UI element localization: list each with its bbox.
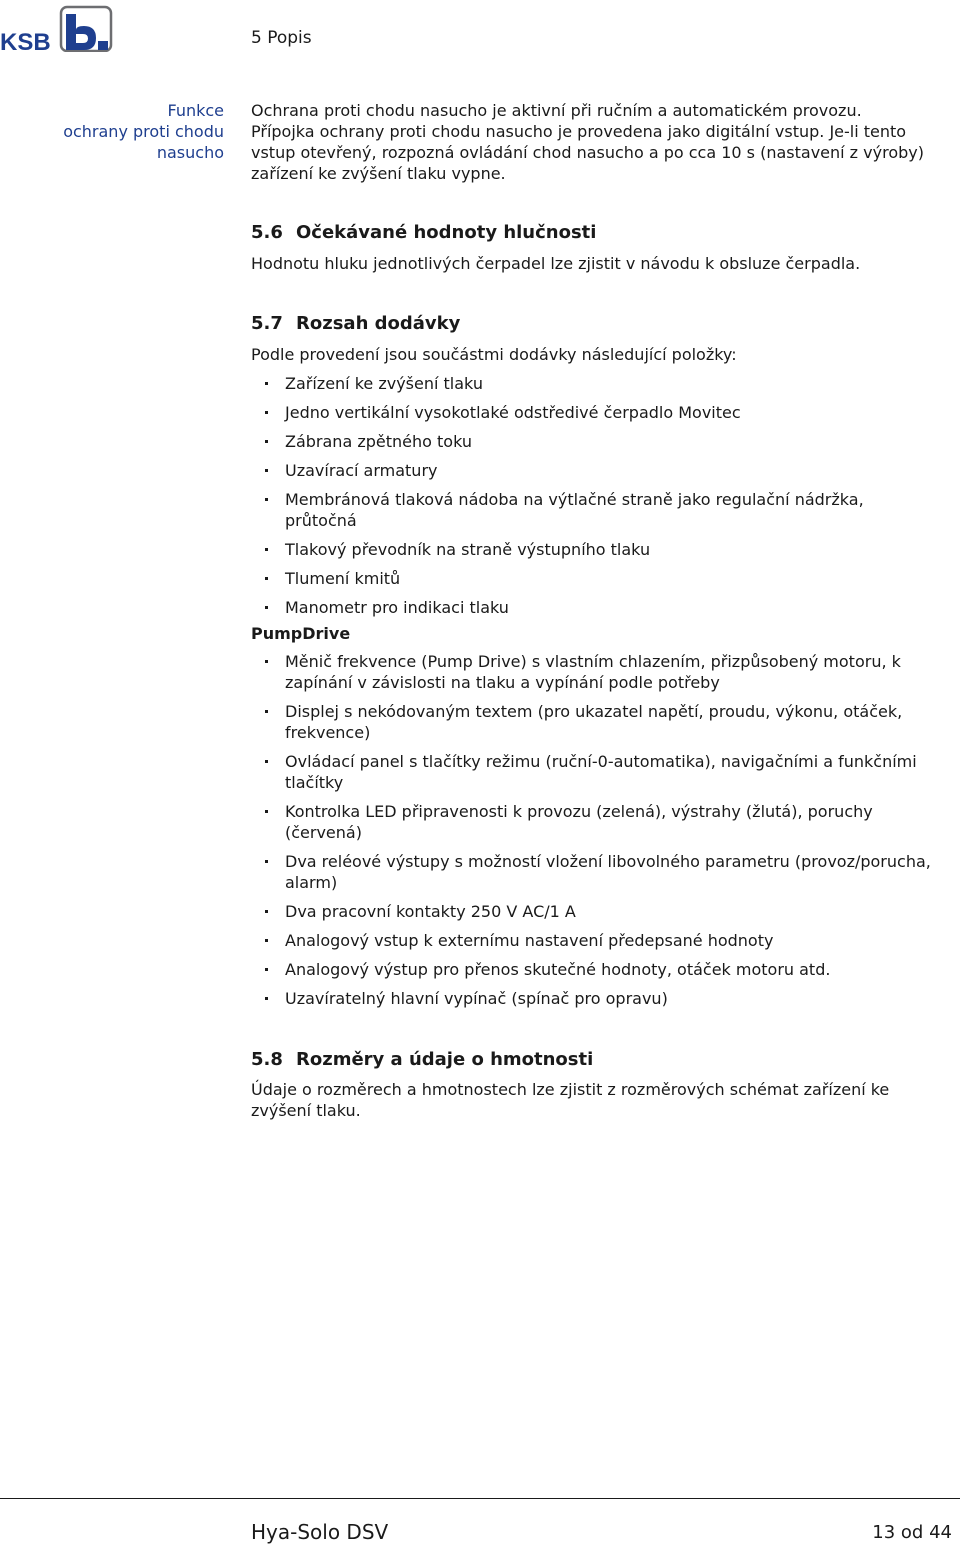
list-item: Membránová tlaková nádoba na výtlačné straně jako regulační nádržka, průtočná <box>251 489 951 531</box>
list-item: Tlakový převodník na straně výstupního tlaku <box>251 539 951 560</box>
side-label-line: nasucho <box>156 143 224 162</box>
running-header: 5 Popis <box>251 28 312 48</box>
scope-list <box>251 373 951 618</box>
list-item: Měnič frekvence (Pump Drive) s vlastním chlazením, přizpůsobený motoru, k zapínání v závislosti na tlaku a vypínání podle potřeby <box>251 651 951 693</box>
section-number: 5.6 <box>251 222 283 243</box>
list-item: Dva pracovní kontakty 250 V AC/1 A <box>251 901 951 922</box>
dimensions-paragraph: Údaje o rozměrech a hmotnostech lze zjistit z rozměrových schémat zařízení ke zvýšení tlaku. <box>251 1080 890 1120</box>
noise-paragraph: Hodnotu hluku jednotlivých čerpadel lze zjistit v návodu k obsluze čerpadla. <box>251 254 861 273</box>
ksb-logo <box>0 4 114 52</box>
list-item: Zařízení ke zvýšení tlaku <box>251 373 951 394</box>
list-item: Uzavírací armatury <box>251 460 951 481</box>
list-item: Analogový výstup pro přenos skutečné hodnoty, otáček motoru atd. <box>251 959 951 980</box>
footer-divider <box>0 1498 960 1499</box>
side-label <box>40 100 224 163</box>
list-item: Tlumení kmitů <box>251 568 951 589</box>
paragraph-line: Ochrana proti chodu nasucho je aktivní při ručním a automatickém provozu. <box>251 101 862 120</box>
list-item: Ovládací panel s tlačítky režimu (ruční-0-automatika), navigačními a funkčními tlačítky <box>251 751 951 793</box>
section-heading-5-6 <box>251 222 951 244</box>
paragraph-line: vstup otevřený, rozpozná ovládání chod nasucho a po cca 10 s (nastavení z výroby) <box>251 143 924 162</box>
section-title: Rozsah dodávky <box>296 313 461 334</box>
paragraph-line: Přípojka ochrany proti chodu nasucho je provedena jako digitální vstup. Je-li tento <box>251 122 907 141</box>
side-label-line: Funkce <box>167 101 224 120</box>
page-number: 13 od 44 <box>872 1522 952 1543</box>
section-number: 5.8 <box>251 1049 283 1070</box>
side-label-line: ochrany proti chodu <box>63 122 224 141</box>
list-item: Zábrana zpětného toku <box>251 431 951 452</box>
paragraph-line: zařízení ke zvýšení tlaku vypne. <box>251 164 506 183</box>
section-heading-5-8 <box>251 1049 951 1071</box>
section-number: 5.7 <box>251 313 283 334</box>
logo-text: KSB <box>0 29 51 52</box>
scope-intro: Podle provedení jsou součástmi dodávky následující položky: <box>251 345 737 364</box>
pumpdrive-list <box>251 651 951 1009</box>
list-item: Analogový vstup k externímu nastavení předepsané hodnoty <box>251 930 951 951</box>
main-content <box>251 100 951 1121</box>
list-item: Manometr pro indikaci tlaku <box>251 597 951 618</box>
list-item: Dva reléové výstupy s možností vložení libovolného parametru (provoz/porucha, alarm) <box>251 851 951 893</box>
list-item: Displej s nekódovaným textem (pro ukazatel napětí, proudu, výkonu, otáček, frekvence) <box>251 701 951 743</box>
list-item: Uzavíratelný hlavní vypínač (spínač pro opravu) <box>251 988 951 1009</box>
footer-document-title: Hya-Solo DSV <box>251 1520 389 1544</box>
logo-b-mark <box>66 14 96 50</box>
dry-run-paragraph <box>251 100 951 184</box>
section-title: Očekávané hodnoty hlučnosti <box>296 222 597 243</box>
logo-dot <box>98 41 108 50</box>
pumpdrive-heading: PumpDrive <box>251 624 351 643</box>
list-item: Kontrolka LED připravenosti k provozu (zelená), výstrahy (žlutá), poruchy (červená) <box>251 801 951 843</box>
list-item: Jedno vertikální vysokotlaké odstředivé čerpadlo Movitec <box>251 402 951 423</box>
section-heading-5-7 <box>251 313 951 335</box>
section-title: Rozměry a údaje o hmotnosti <box>296 1049 594 1070</box>
